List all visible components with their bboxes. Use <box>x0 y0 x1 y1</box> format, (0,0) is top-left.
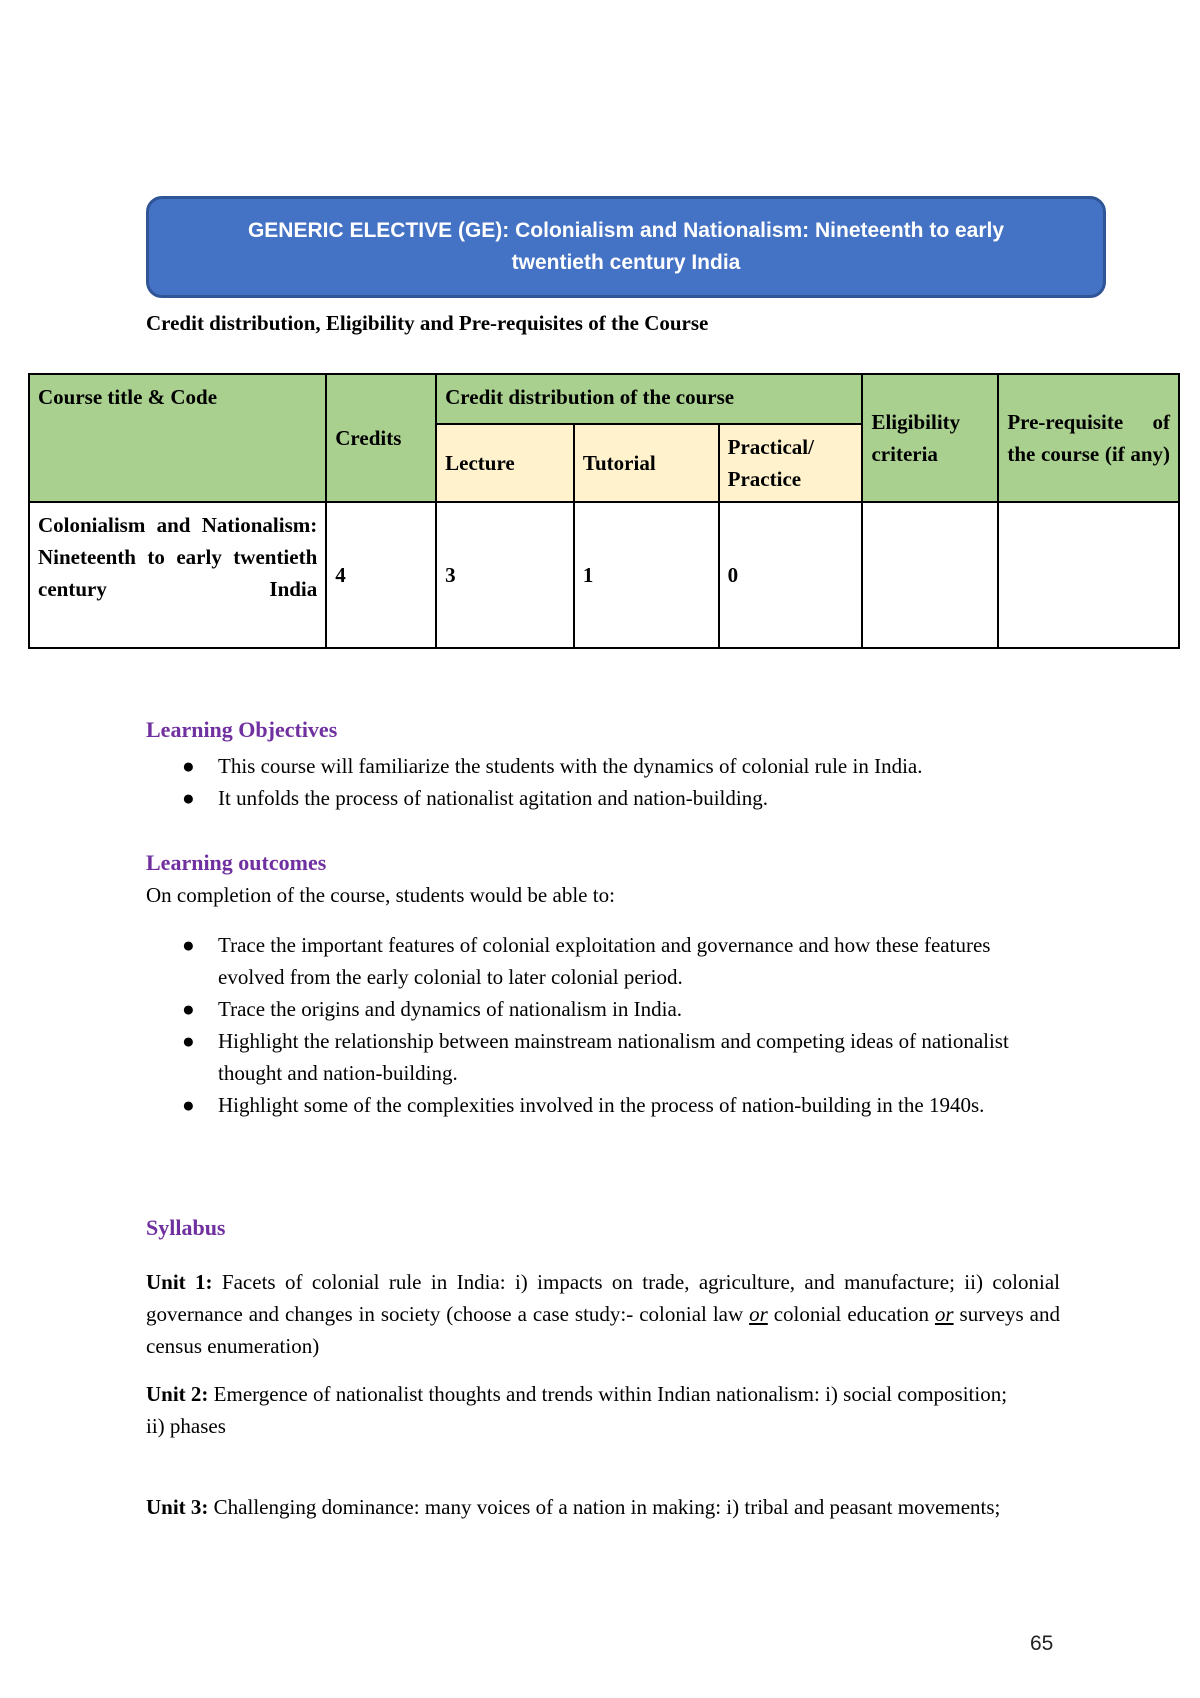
syllabus-unit-2 <box>146 1378 1060 1442</box>
learning-outcomes-intro: On completion of the course, students would be able to: <box>146 883 615 907</box>
bullet-icon: ● <box>182 1093 195 1117</box>
unit-3-label: Unit 3: <box>146 1495 209 1519</box>
list-item <box>146 1089 1046 1121</box>
bullet-icon: ● <box>182 754 195 778</box>
unit-1-label: Unit 1: <box>146 1270 213 1294</box>
course-title-banner <box>146 196 1106 298</box>
cell-tutorial: 1 <box>574 502 719 648</box>
header-credits: Credits <box>326 374 436 502</box>
header-prerequisite-text: Pre-requisite of the course (if any) <box>1007 410 1170 466</box>
cell-credits: 4 <box>326 502 436 648</box>
syllabus-unit-3 <box>146 1491 1046 1523</box>
cell-lecture: 3 <box>436 502 574 648</box>
header-course-title: Course title & Code <box>29 374 326 502</box>
credit-distribution-heading: Credit distribution, Eligibility and Pre-requisites of the Course <box>146 311 709 335</box>
list-item <box>146 782 1046 814</box>
unit-1-or-2: or <box>934 1302 954 1326</box>
unit-2-text: Emergence of nationalist thoughts and trends within Indian nationalism: i) social composition; <box>208 1382 1008 1406</box>
learning-objectives-heading: Learning Objectives <box>146 717 338 742</box>
unit-1-text-b: colonial education <box>767 1302 935 1326</box>
header-prerequisite <box>998 374 1179 502</box>
unit-1-text-c: surveys and census enumeration) <box>146 1302 1060 1358</box>
bullet-icon: ● <box>182 786 195 810</box>
bullet-icon: ● <box>182 933 195 957</box>
cell-course-title <box>29 502 326 648</box>
header-tutorial: Tutorial <box>574 424 719 502</box>
unit-2-line-2: ii) phases <box>146 1414 226 1438</box>
list-item-text: Highlight some of the complexities involved in the process of nation-building in the 1940s. <box>218 1093 985 1117</box>
syllabus-unit-1 <box>146 1266 1060 1362</box>
bullet-icon: ● <box>182 997 195 1021</box>
list-item-text: This course will familiarize the students with the dynamics of colonial rule in India. <box>218 754 923 778</box>
banner-line-1: GENERIC ELECTIVE (GE): Colonialism and Nationalism: Nineteenth to early <box>247 219 1005 242</box>
list-item-text: Trace the important features of colonial exploitation and governance and how these features evolved from the early colonial to later colonial period. <box>218 933 991 989</box>
unit-1-text-a: Facets of colonial rule in India: i) impacts on trade, agriculture, and manufacture; ii) colonial governance and changes in society (choose a case study:- colonial law <box>146 1270 1060 1326</box>
list-item <box>146 750 1046 782</box>
unit-2-label: Unit 2: <box>146 1382 209 1406</box>
learning-objectives-list <box>146 750 1046 814</box>
cell-eligibility <box>862 502 998 648</box>
unit-1-or-1: or <box>749 1302 768 1326</box>
unit-3-text: Challenging dominance: many voices of a nation in making: i) tribal and peasant movements; <box>208 1495 1001 1519</box>
header-practical: Practical/ Practice <box>719 424 863 502</box>
page-number: 65 <box>1030 1632 1054 1655</box>
cell-prerequisite <box>998 502 1179 648</box>
learning-outcomes-heading: Learning outcomes <box>146 850 327 875</box>
list-item <box>146 929 1046 993</box>
learning-outcomes-list <box>146 929 1046 1121</box>
syllabus-heading: Syllabus <box>146 1215 226 1240</box>
header-credit-distribution: Credit distribution of the course <box>436 374 862 424</box>
bullet-icon: ● <box>182 1029 195 1053</box>
cell-course-title-text: Colonialism and Nationalism: Nineteenth to early twentieth century India <box>38 513 318 601</box>
credit-distribution-table <box>28 373 1180 649</box>
list-item-text: Highlight the relationship between mainstream nationalism and competing ideas of nationalist thought and nation-building. <box>218 1029 1009 1085</box>
header-lecture: Lecture <box>436 424 574 502</box>
cell-practical: 0 <box>719 502 863 648</box>
banner-line-2: twentieth century India <box>511 251 741 274</box>
list-item <box>146 1025 1046 1089</box>
list-item <box>146 993 1046 1025</box>
list-item-text: It unfolds the process of nationalist agitation and nation-building. <box>218 786 768 810</box>
header-eligibility: Eligibility criteria <box>862 374 998 502</box>
list-item-text: Trace the origins and dynamics of nationalism in India. <box>218 997 683 1021</box>
